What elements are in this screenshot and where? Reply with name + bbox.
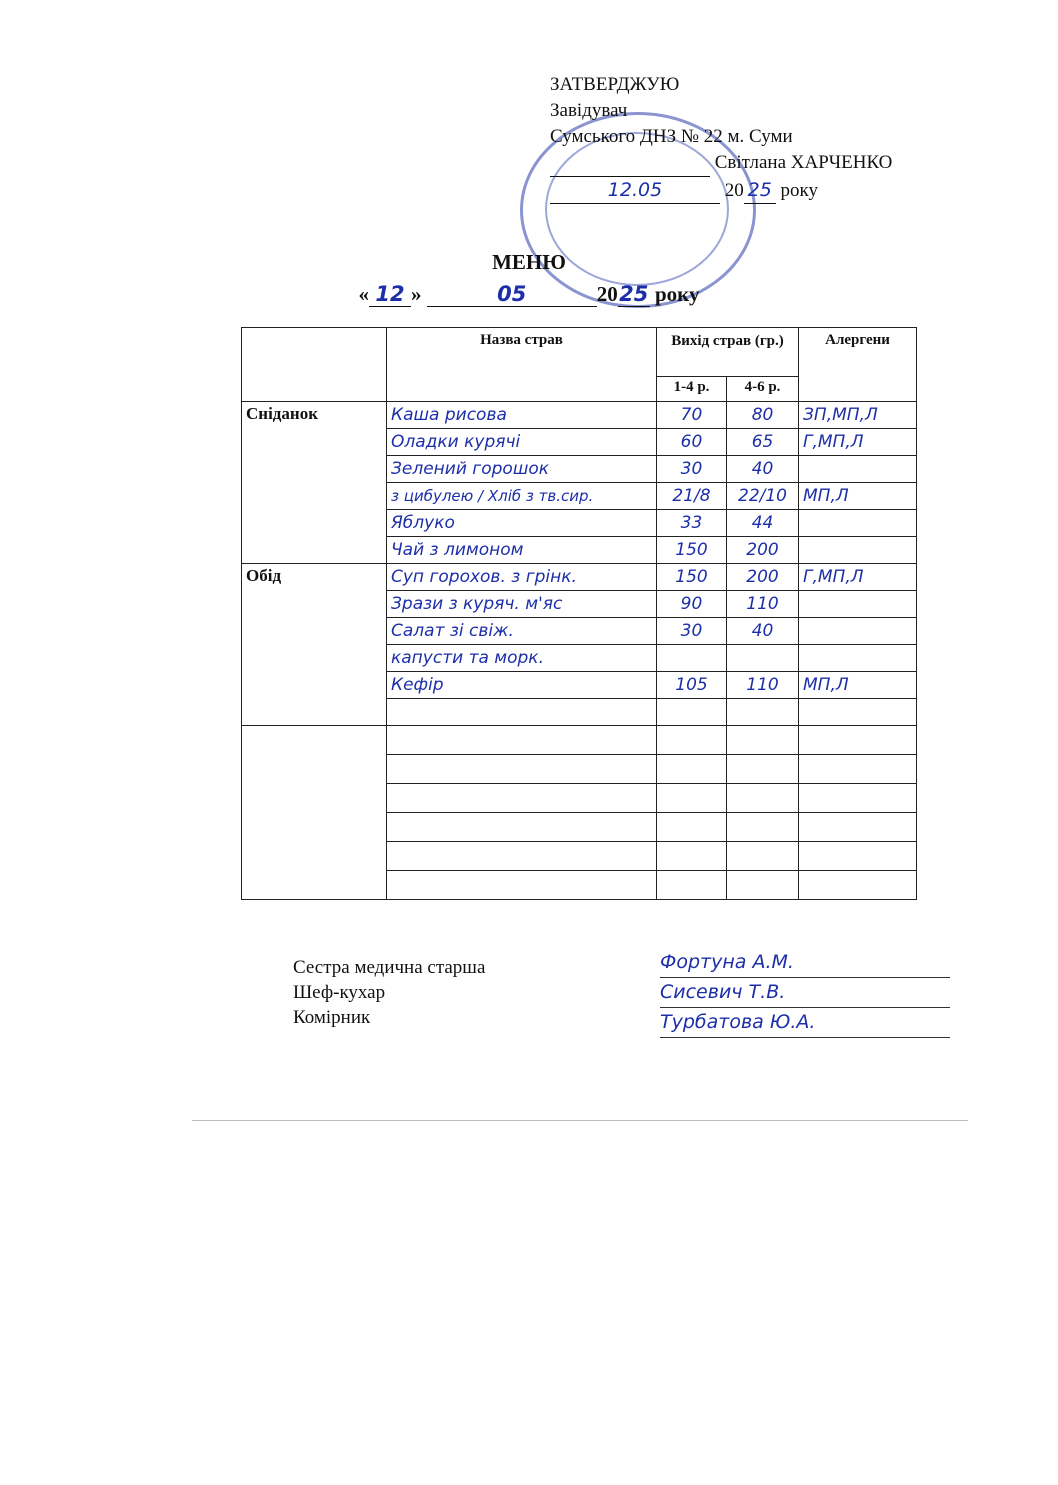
header-age-1-4: 1-4 р. bbox=[657, 377, 727, 402]
portion-4-6: 200 bbox=[727, 564, 799, 591]
signature-labels bbox=[293, 955, 485, 1030]
portion-1-4: 33 bbox=[657, 510, 727, 537]
dish-name: Кефір bbox=[387, 672, 657, 699]
portion-1-4: 150 bbox=[657, 564, 727, 591]
approval-signature-blank bbox=[550, 150, 710, 177]
portion-4-6: 40 bbox=[727, 618, 799, 645]
dish-name-empty bbox=[387, 699, 657, 726]
portion-1-4: 30 bbox=[657, 618, 727, 645]
table-row bbox=[242, 402, 917, 429]
approval-name: Світлана ХАРЧЕНКО bbox=[714, 152, 893, 173]
signatures-block bbox=[660, 948, 950, 1038]
approval-year-suffix: 25 bbox=[744, 177, 776, 204]
portion-4-6: 22/10 bbox=[727, 483, 799, 510]
portion-1-4: 60 bbox=[657, 429, 727, 456]
allergens: ЗП,МП,Л bbox=[799, 402, 917, 429]
dish-name: Яблуко bbox=[387, 510, 657, 537]
allergens bbox=[799, 645, 917, 672]
portion-4-6: 110 bbox=[727, 591, 799, 618]
header-dish: Назва страв bbox=[387, 328, 657, 402]
approval-year-prefix: 20 bbox=[724, 180, 744, 201]
meal-empty bbox=[242, 726, 387, 900]
portion-1-4: 105 bbox=[657, 672, 727, 699]
allergens bbox=[799, 537, 917, 564]
approval-heading: ЗАТВЕРДЖУЮ bbox=[550, 74, 680, 95]
date-year-suffix: 25 bbox=[619, 282, 649, 306]
chef-label: Шеф-кухар bbox=[293, 982, 386, 1003]
portion-empty bbox=[657, 699, 727, 726]
dish-name: Чай з лимоном bbox=[387, 537, 657, 564]
dish-name: Зелений горошок bbox=[387, 456, 657, 483]
approval-date-line bbox=[550, 177, 892, 204]
dish-name: Каша рисова bbox=[387, 402, 657, 429]
dish-name: Суп горохов. з грінк. bbox=[387, 564, 657, 591]
header-age-4-6: 4-6 р. bbox=[727, 377, 799, 402]
header-allergens: Алергени bbox=[799, 328, 917, 402]
approval-block bbox=[550, 72, 892, 204]
date-open-quote: « bbox=[358, 282, 369, 306]
allergens: МП,Л bbox=[799, 672, 917, 699]
portion-4-6: 65 bbox=[727, 429, 799, 456]
allergens-empty bbox=[799, 699, 917, 726]
dish-name: з цибулею / Хліб з тв.сир. bbox=[387, 483, 657, 510]
menu-table bbox=[241, 327, 917, 900]
approval-name-line bbox=[550, 150, 892, 177]
portion-1-4 bbox=[657, 645, 727, 672]
portion-1-4: 21/8 bbox=[657, 483, 727, 510]
date-month: 05 bbox=[427, 282, 597, 307]
chef-signature: Сисевич Т.В. bbox=[660, 978, 950, 1008]
header-meal bbox=[242, 328, 387, 402]
dish-name: Зрази з куряч. м'яс bbox=[387, 591, 657, 618]
menu-date bbox=[0, 282, 1058, 307]
nurse-label: Сестра медична старша bbox=[293, 957, 486, 978]
storekeeper-label: Комірник bbox=[293, 1007, 371, 1028]
date-year-prefix: 20 bbox=[596, 282, 618, 306]
bottom-divider bbox=[192, 1120, 968, 1121]
storekeeper-signature: Турбатова Ю.А. bbox=[660, 1008, 950, 1038]
approval-position: Завідувач bbox=[550, 100, 628, 121]
allergens bbox=[799, 456, 917, 483]
date-year-word: року bbox=[655, 282, 700, 306]
table-row bbox=[242, 564, 917, 591]
portion-4-6: 110 bbox=[727, 672, 799, 699]
allergens: МП,Л bbox=[799, 483, 917, 510]
meal-lunch: Обід bbox=[242, 564, 387, 726]
allergens bbox=[799, 510, 917, 537]
portion-4-6 bbox=[727, 645, 799, 672]
date-day: 12 bbox=[369, 282, 411, 307]
date-close-quote: » bbox=[411, 282, 422, 306]
meal-breakfast: Сніданок bbox=[242, 402, 387, 564]
allergens bbox=[799, 618, 917, 645]
dish-name: Оладки курячі bbox=[387, 429, 657, 456]
allergens: Г,МП,Л bbox=[799, 429, 917, 456]
approval-institution: Сумського ДНЗ № 22 м. Суми bbox=[550, 126, 793, 147]
portion-1-4: 90 bbox=[657, 591, 727, 618]
header-output: Вихід страв (гр.) bbox=[657, 328, 799, 377]
portion-1-4: 70 bbox=[657, 402, 727, 429]
header-row bbox=[242, 328, 917, 377]
page-title: МЕНЮ bbox=[492, 250, 566, 274]
allergens bbox=[799, 591, 917, 618]
approval-date-handwritten: 12.05 bbox=[550, 177, 720, 204]
dish-name: Салат зі свіж. bbox=[387, 618, 657, 645]
portion-4-6: 44 bbox=[727, 510, 799, 537]
portion-1-4: 30 bbox=[657, 456, 727, 483]
table-row-empty bbox=[242, 726, 917, 755]
nurse-signature: Фортуна А.М. bbox=[660, 948, 950, 978]
portion-4-6: 200 bbox=[727, 537, 799, 564]
approval-year-word: року bbox=[780, 180, 818, 201]
dish-name: капусти та морк. bbox=[387, 645, 657, 672]
portion-4-6: 80 bbox=[727, 402, 799, 429]
portion-4-6: 40 bbox=[727, 456, 799, 483]
portion-1-4: 150 bbox=[657, 537, 727, 564]
portion-empty bbox=[727, 699, 799, 726]
allergens: Г,МП,Л bbox=[799, 564, 917, 591]
